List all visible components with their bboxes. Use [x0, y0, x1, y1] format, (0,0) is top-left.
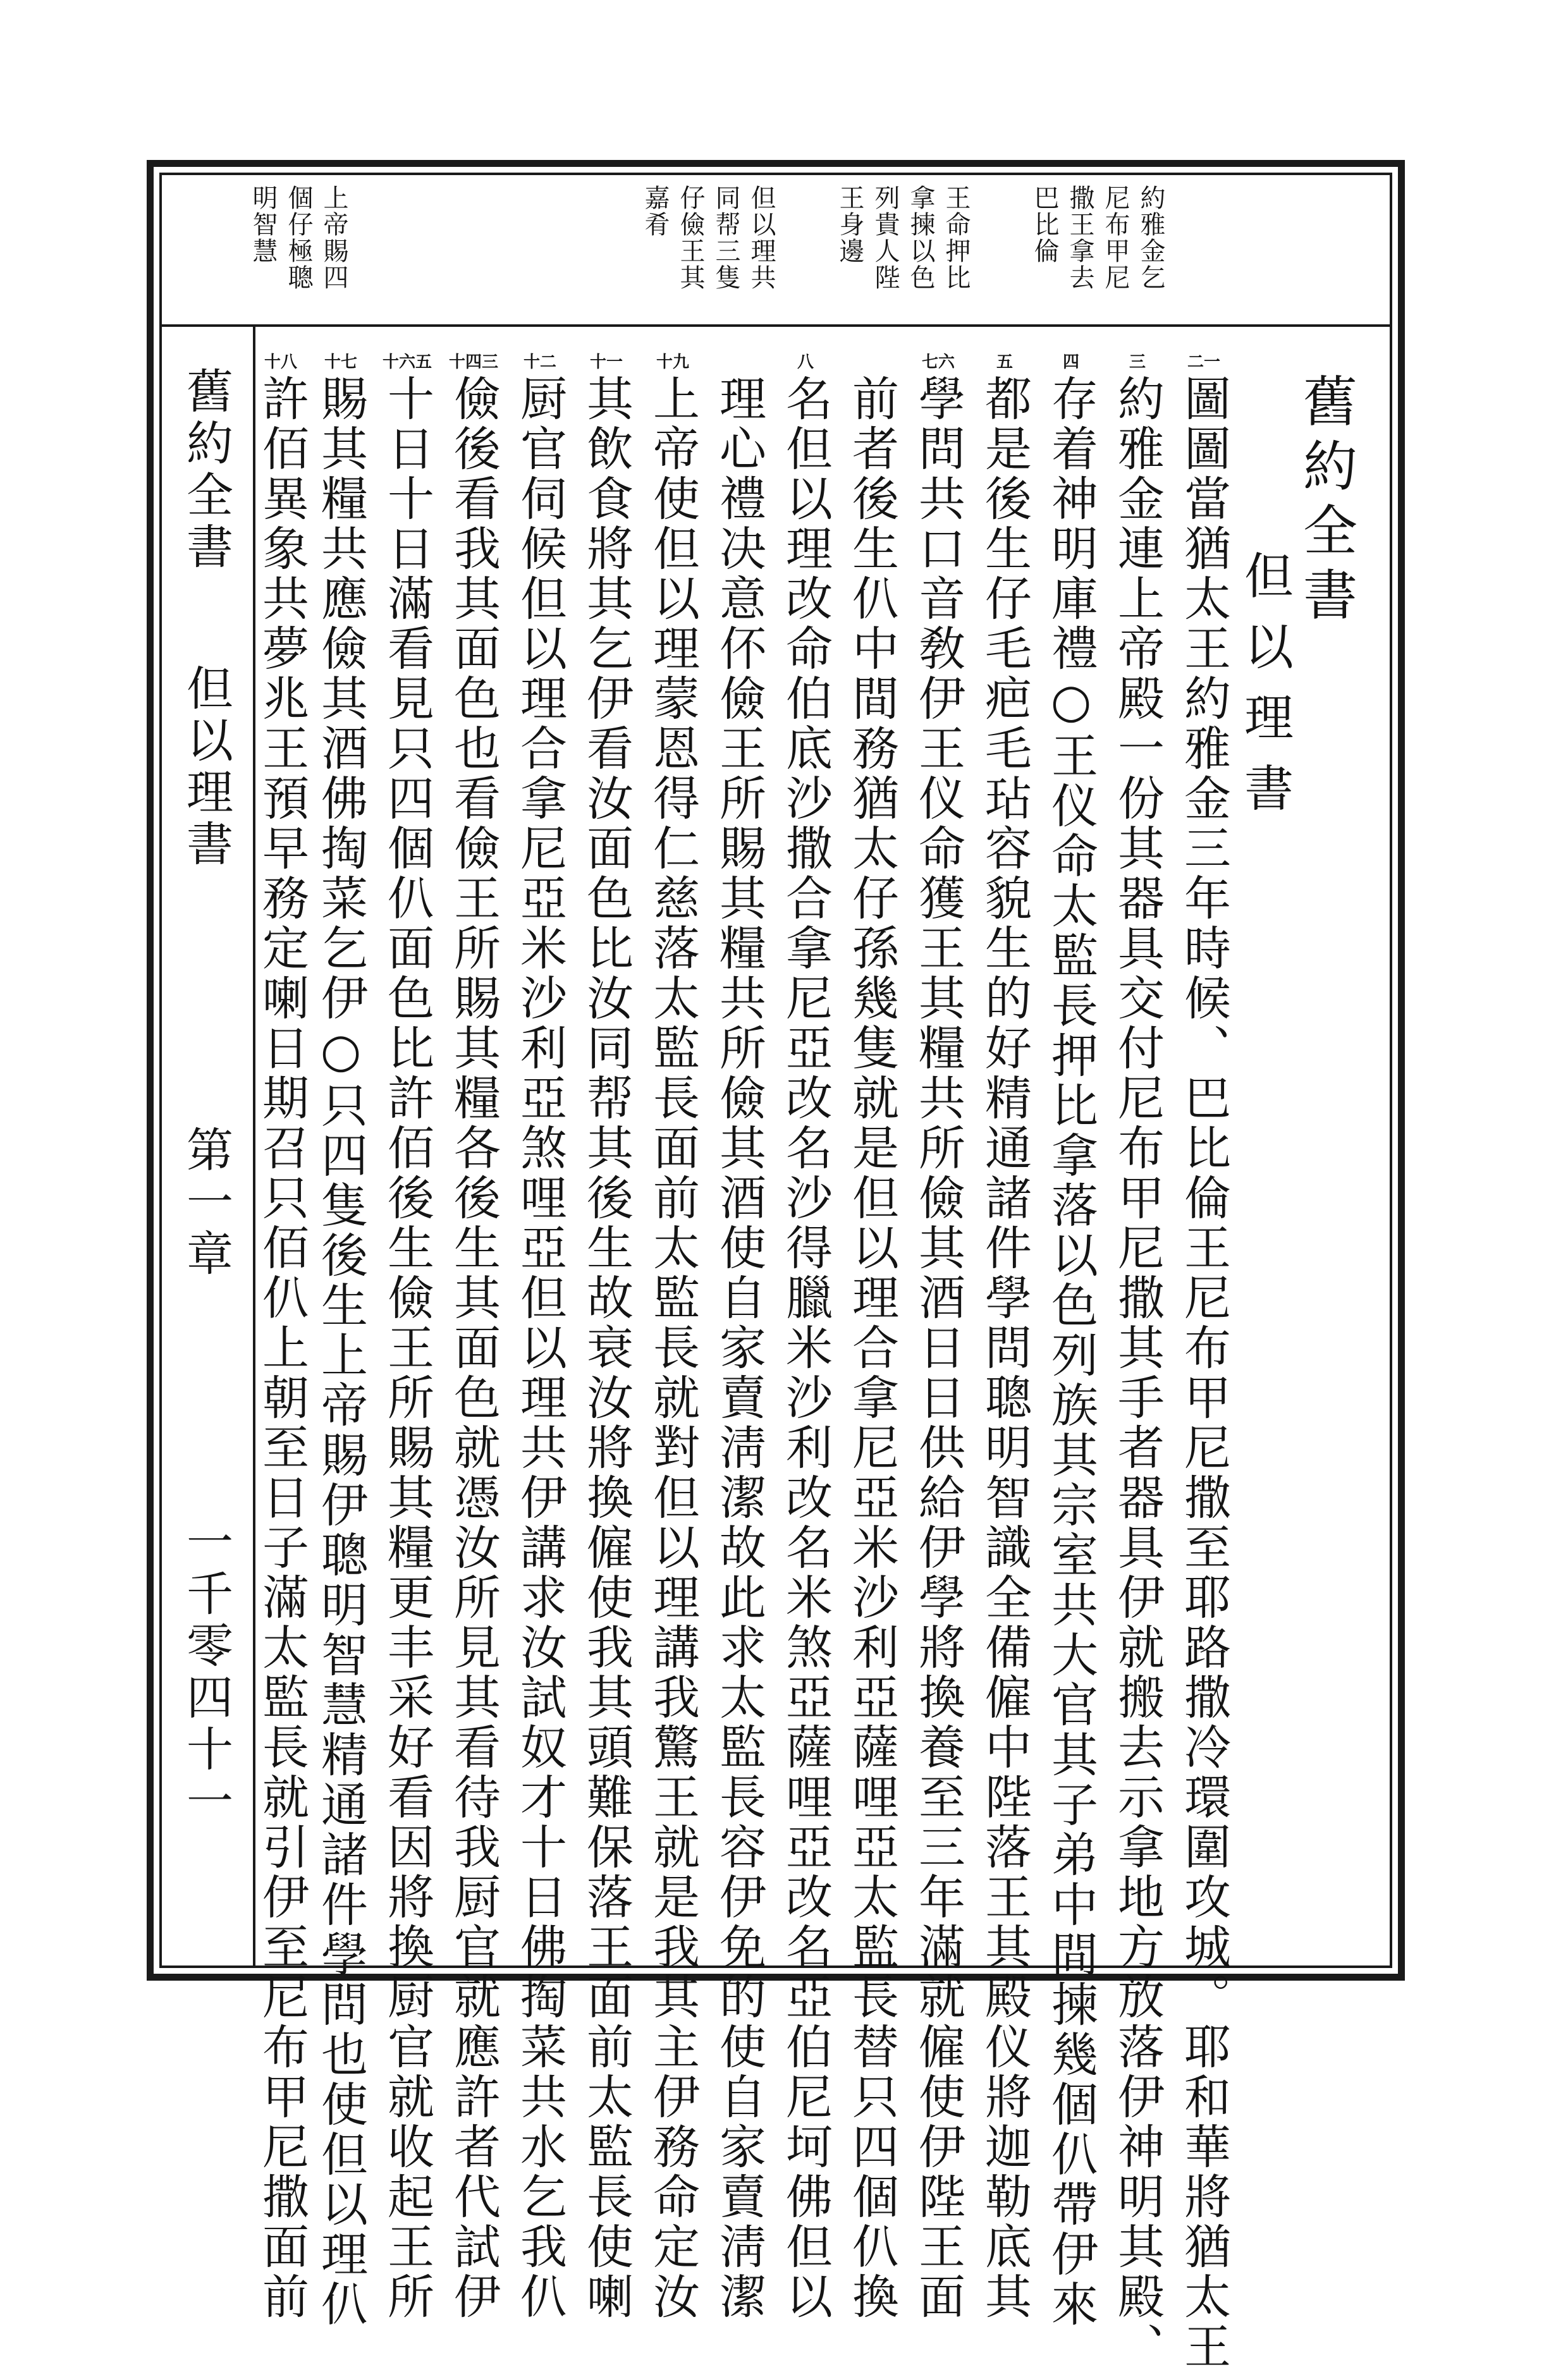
verse-number: 十一 [589, 353, 623, 372]
margin-book-title-text: 舊約全書 [179, 367, 233, 574]
text-column [1177, 374, 1230, 2372]
note-line: 同帮三隻 [711, 185, 740, 291]
text-column [845, 374, 898, 2322]
text-column [646, 374, 699, 2322]
verse-number: 十二 [523, 353, 556, 372]
margin-chapter-text: 第一章 [179, 1125, 233, 1281]
verse-number: 三 [1129, 353, 1146, 372]
note-line: 個仔極聰 [284, 185, 313, 291]
head-note-1 [1029, 185, 1166, 291]
text-column [513, 374, 567, 2322]
text-column-content: 上帝使但以理蒙恩得仁慈落太監長面前太監長就對但以理講我驚王就是我其主伊務命定汝 [646, 374, 700, 2322]
verse-number: 五 [996, 353, 1013, 372]
note-line: 嘉肴 [640, 185, 670, 238]
text-column [580, 374, 633, 2322]
note-line: 明智慧 [248, 185, 278, 264]
text-column-content: 都是後生仔毛疤毛玷容貌生的好精通諸件學問聰明智識全備僱中陛落王其殿仪將迦勒底其 [977, 374, 1032, 2322]
note-line: 巴比倫 [1030, 185, 1059, 264]
text-column-content: 理心禮决意伓儉王所賜其糧共所儉其酒使自家賣淸潔故此求太監長容伊免的使自家賣淸潔 [712, 374, 766, 2322]
text-column-content: 其飲食將其乞伊看汝面色比汝同帮其後生故衰汝將換僱使我其頭難保落王面前太監長使喇 [579, 374, 634, 2322]
text-column [912, 374, 965, 2322]
note-line: 王命押比 [941, 185, 971, 291]
page-number [169, 1517, 243, 1828]
note-line: 但以理共 [747, 185, 776, 291]
text-column [713, 374, 766, 2322]
book-title-text: 舊約全書 [1294, 373, 1357, 631]
text-column [381, 374, 434, 2322]
verse-number: 二一 [1187, 353, 1220, 372]
verse-number: 八 [797, 353, 814, 372]
text-column [1044, 374, 1098, 2330]
head-note-4 [248, 185, 349, 291]
note-line: 約雅金乞 [1136, 185, 1165, 291]
text-column-content: 厨官伺候但以理合拿尼亞米沙利亞煞哩亞但以理共伊講求汝試奴才十日佛掏菜共水乞我仈 [513, 374, 567, 2322]
verse-number-row [255, 349, 1229, 374]
note-line: 王身邊 [835, 185, 864, 264]
text-column-content: 前者後生仈中間務猶太仔孫幾隻就是但以理合拿尼亞米沙利亞薩哩亞太監長替只四個仈換 [845, 374, 899, 2322]
verse-number: 十八 [264, 353, 297, 372]
text-column-content: 約雅金連上帝殿一份其器具交付尼布甲尼撒其手者器具伊就搬去示拿地方放落伊神明其殿、 [1110, 374, 1165, 2372]
margin-section-title-text: 但以理書 [179, 664, 233, 871]
text-column [779, 374, 832, 2322]
head-note-divider [159, 324, 1392, 327]
head-note-3 [640, 185, 776, 291]
section-title [1235, 550, 1294, 833]
margin-chapter [169, 1125, 243, 1281]
verse-number: 十九 [656, 353, 689, 372]
note-line: 上帝賜四 [319, 185, 348, 291]
text-column-content: 十日十日滿看見只四個仈面色比許佰後生儉王所賜其糧更丰采好看因將換厨官就收起王所 [380, 374, 434, 2322]
note-line: 仔儉王其 [676, 185, 705, 291]
verse-number: 十六五 [382, 353, 432, 372]
text-column [978, 374, 1031, 2322]
note-line: 列貴人陛 [871, 185, 900, 291]
note-line: 尼布甲尼 [1101, 185, 1130, 291]
text-column [447, 374, 500, 2322]
book-title [1294, 373, 1357, 631]
margin-book-title [169, 367, 243, 574]
text-column-content: 許佰異象共夢兆王預早務定喇日期召只佰仈上朝至日子滿太監長就引伊至尼布甲尼撒面前 [255, 374, 309, 2322]
text-column-content: 學問共口音敎伊王仪命獲王其糧共所儉其酒日日供給伊學將換養至三年滿就僱使伊陛王面 [911, 374, 965, 2322]
text-column-content: 儉後看我其面色也看儉王所賜其糧各後生其面色就憑汝所見其看待我厨官就應許者代試伊 [446, 374, 501, 2322]
verse-number: 七六 [921, 353, 955, 372]
text-column [314, 374, 367, 2330]
page-number-text: 一千零四十一 [179, 1517, 233, 1828]
text-column-content: 存着神明庫禮○王仪命太監長押比拿落以色列族其宗室共大官其子弟中間揀幾個仈帶伊來 [1044, 374, 1098, 2330]
margin-section-title [169, 664, 243, 871]
verse-number: 十七 [324, 353, 357, 372]
text-column-content: 賜其糧共應儉其酒佛掏菜乞伊○只四隻後生上帝賜伊聰明智慧精通諸件學問也使但以理仈 [314, 374, 368, 2330]
text-column-content: 圖圖當猶太王約雅金三年時候、巴比倫王尼布甲尼撒至耶路撒冷環圍攻城。耶和華將猶太王 [1177, 374, 1231, 2372]
text-column [255, 374, 309, 2322]
verse-number: 十四三 [448, 353, 498, 372]
note-line: 拿揀以色 [906, 185, 935, 291]
note-line: 撒王拿去 [1065, 185, 1094, 291]
head-note-2 [835, 185, 971, 291]
text-column-content: 名但以理改命伯底沙撒合拿尼亞改名沙得臘米沙利改名米煞亞薩哩亞改名亞伯尼坷佛但以 [778, 374, 833, 2322]
verse-number: 四 [1062, 353, 1079, 372]
section-title-text: 但以理書 [1236, 550, 1293, 833]
text-column [1111, 374, 1164, 2372]
